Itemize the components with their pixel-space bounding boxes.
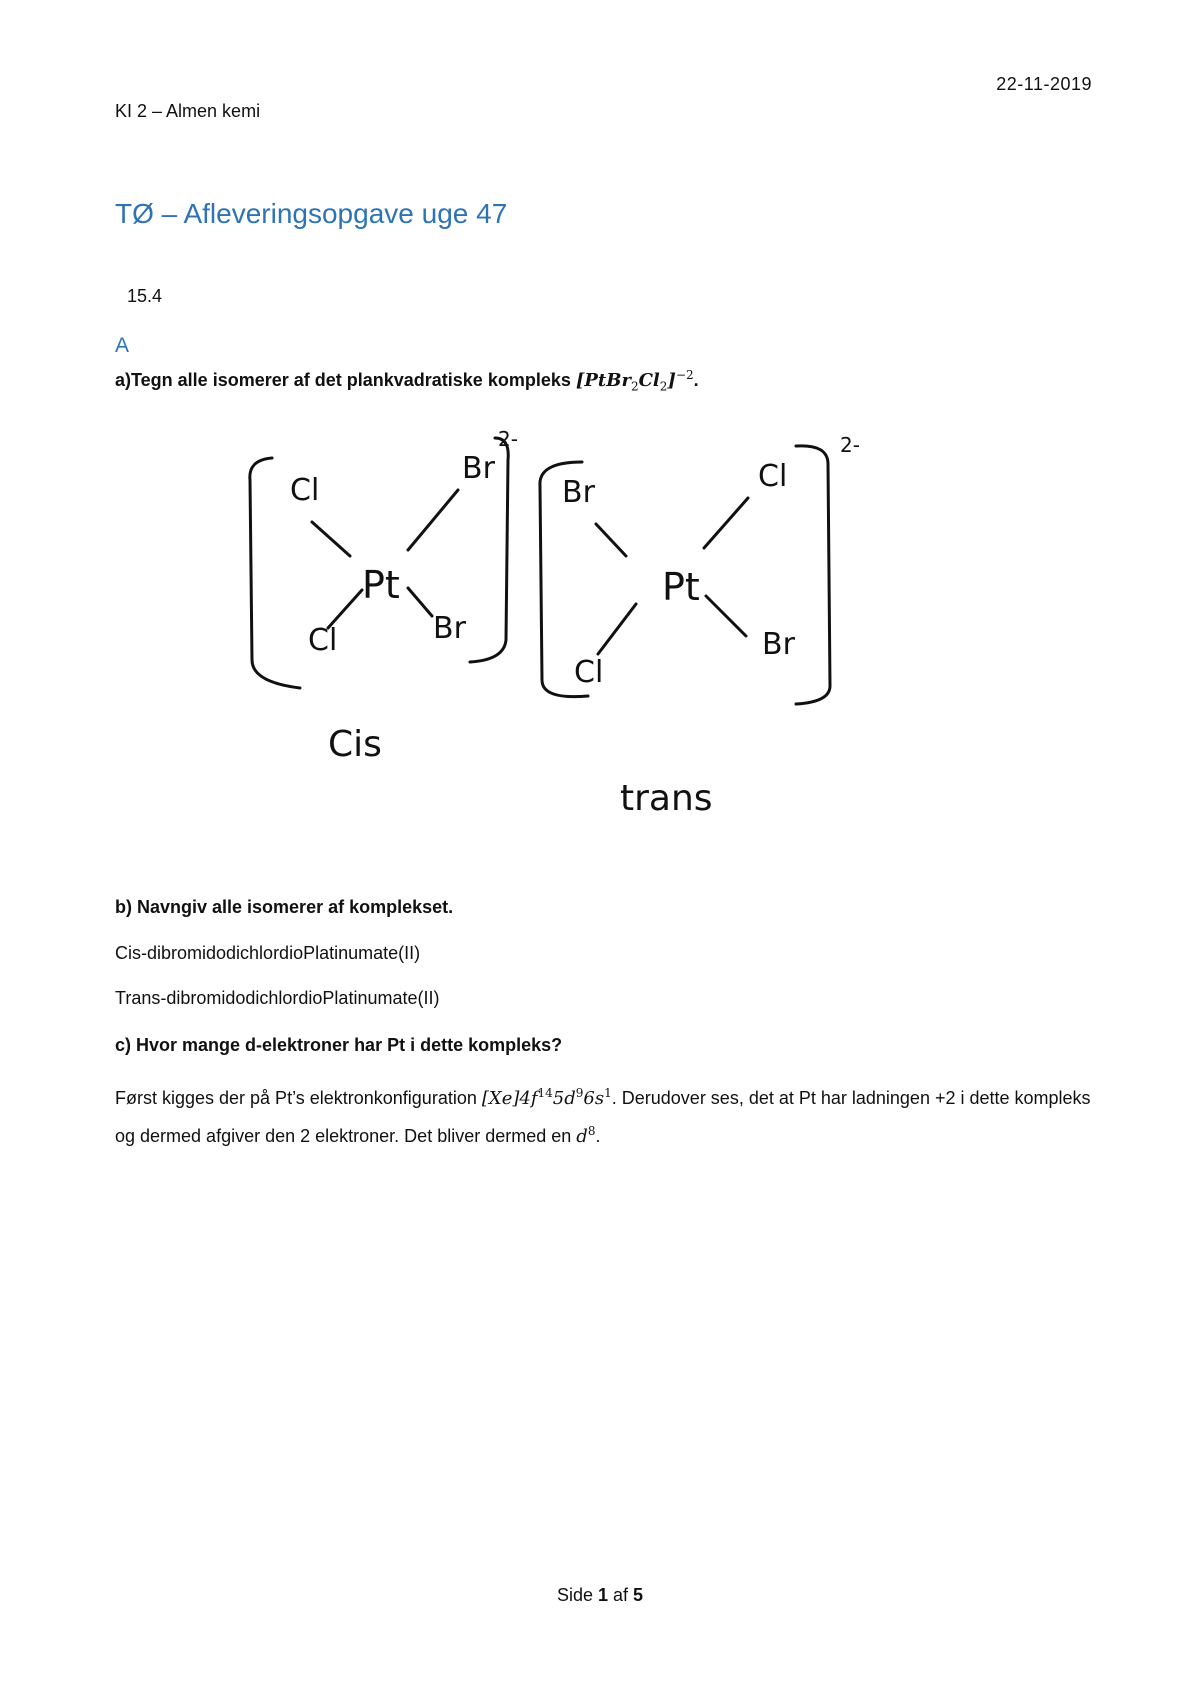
footer-middle: af	[613, 1585, 629, 1605]
cis-center-atom: Pt	[362, 563, 400, 607]
cis-charge: 2-	[498, 427, 518, 451]
trans-right-bracket	[796, 446, 830, 704]
cis-bond-bottom-left	[328, 590, 362, 628]
cis-bottom-left-ligand: Cl	[308, 623, 338, 658]
electron-configuration: $[Xe]4f^{14}5d^96s^1$	[481, 1086, 612, 1109]
answer-b-cis: Cis-dibromidodichlordioPlatinumate(II)	[115, 943, 421, 963]
trans-top-left-ligand: Br	[562, 475, 595, 510]
cis-top-right-ligand: Br	[462, 451, 495, 486]
trans-bottom-right-ligand: Br	[762, 627, 795, 662]
cis-bottom-right-ligand: Br	[433, 611, 466, 646]
isomer-drawing	[240, 420, 970, 820]
question-b: b) Navngiv alle isomerer af komplekset.	[115, 897, 454, 917]
d8-notation: $d^8$	[576, 1124, 596, 1147]
question-a-text: a)Tegn alle isomerer af det plankvadratiske kompleks	[115, 370, 571, 390]
trans-bond-bottom-right	[706, 596, 746, 636]
trans-bond-top-left	[596, 524, 626, 556]
question-c: c) Hvor mange d-elektroner har Pt i dette kompleks?	[115, 1035, 563, 1055]
answer-c-paragraph	[115, 1077, 1095, 1153]
complex-formula: $[PtBr_2Cl_2]^{-2}$	[575, 368, 694, 394]
trans-label: trans	[620, 778, 713, 819]
answer-c-part1: Først kigges der på Pt’s elektronkonfiguration	[115, 1088, 477, 1108]
cis-bond-top-left	[312, 522, 350, 556]
cis-bond-bottom-right	[408, 588, 432, 616]
trans-center-atom: Pt	[662, 565, 700, 609]
footer-page-number: 1	[597, 1585, 608, 1605]
question-a	[115, 368, 699, 394]
trans-top-right-ligand: Cl	[758, 459, 788, 494]
cis-label: Cis	[328, 724, 382, 765]
trans-charge: 2-	[840, 433, 860, 457]
page-title: TØ – Afleveringsopgave uge 47	[115, 198, 508, 229]
answer-b-trans: Trans-dibromidodichlordioPlatinumate(II)	[115, 988, 440, 1008]
footer-total-pages: 5	[633, 1585, 644, 1605]
question-a-suffix: .	[693, 370, 699, 390]
footer-prefix: Side	[556, 1585, 593, 1605]
section-number: 15.4	[127, 286, 163, 306]
header-date: 22-11-2019	[996, 74, 1092, 94]
trans-bottom-left-ligand: Cl	[574, 655, 604, 690]
page-footer	[0, 1585, 1200, 1606]
trans-bond-bottom-left	[598, 604, 636, 654]
cis-bond-top-right	[408, 490, 458, 550]
trans-bond-top-right	[704, 498, 748, 548]
section-letter: A	[115, 334, 130, 357]
header-course: KI 2 – Almen kemi	[115, 101, 261, 121]
answer-c-part2: . Derudover ses, det at Pt har ladningen +2 i dette kompleks og dermed afgiver den 2 elektroner. Det bliver dermed en	[115, 1088, 1091, 1146]
answer-c-part3: .	[595, 1126, 601, 1146]
cis-top-left-ligand: Cl	[290, 473, 320, 508]
